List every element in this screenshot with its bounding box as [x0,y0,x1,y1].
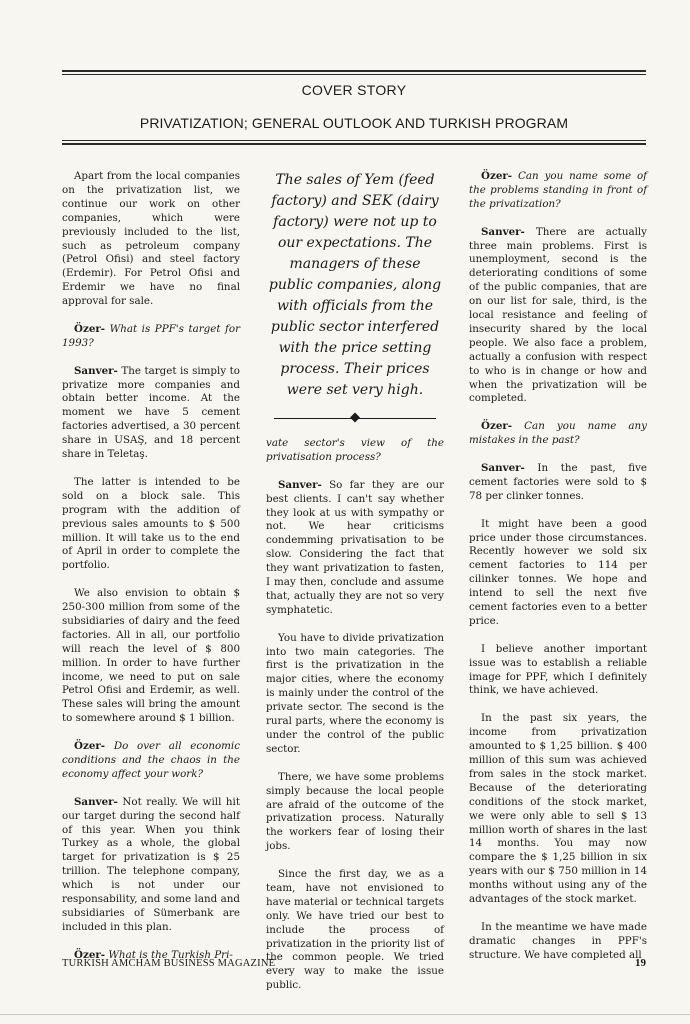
article-column-2 [266,170,444,1007]
pull-quote: The sales of Yem (feed factory) and SEK (dairy factory) were not up to our expectations. The managers of these public companies, along with officials from the public sector interfered with the price setting process. Their prices were set very high. [268,172,442,398]
article-headline: PRIVATIZATION; GENERAL OUTLOOK AND TURKISH PROGRAM [139,115,569,131]
paragraph-text: Since the first day, we as a team, have not envisioned to have material or technical targets only. We have tried our best to include the process of privatization in the priority list of the common people. We tried every way to make the issue public. [266,868,444,992]
article-column-1 [62,170,240,976]
paragraph-text: What is PPF's target for 1993? [62,322,240,349]
speaker-name: Özer- [481,170,513,182]
paragraph-text: Not really. We will hit our target during the second half of this year. When you think Turkey as a whole, the global target for privatization is $ 25 trillion. The telephone company, which is not under our responsability, and some land and subsidiaries of Sümerbank are included in this plan. [62,795,240,933]
headline-rule [62,143,646,145]
paragraph-text: The target is simply to privatize more companies and obtain better income. At the moment we have 5 cement factories advertised, a 30 percent share in USAŞ, and 18 percent share in Teletaş. [62,364,240,461]
body-paragraph [62,476,240,573]
interview-question [266,437,444,465]
paragraph-text: There, we have some problems simply because the local people are afraid of the outcome of the privatization process. Naturally the workers fear of losing their jobs. [266,770,444,853]
body-paragraph [62,170,240,309]
paragraph-text: So far they are our best clients. I can't say whether they look at us with sympathy or not. We hear criticisms condemming privatisation to be slow. Considering the fact that they want privatization to fasten, I may then, conclude and assume that, actually they are not so very symphatetic. [266,478,444,616]
column-2-body [266,437,444,993]
body-paragraph [469,518,647,629]
magazine-footer: TURKISH AMCHAM BUSINESS MAGAZINE [62,958,276,969]
top-rule [62,70,646,72]
speaker-name: Sanver- [74,795,118,808]
article-column-3 [469,170,647,976]
body-paragraph [266,771,444,854]
interview-answer [469,226,647,407]
section-label: COVER STORY [301,82,407,98]
paragraph-text: What is the Turkish Pri- [105,948,233,961]
speaker-name: Özer- [74,740,106,753]
paragraph-text: vate sector's view of the privatisation process? [266,437,444,463]
pull-quote-divider [274,411,436,427]
speaker-name: Özer- [74,948,106,961]
paragraph-text: It might have been a good price under those circumstances. Recently however we sold six cement factories to 114 per cilinker tonnes. We hope and intend to sell the next five cement factories even to a better price. [469,517,647,627]
page-number: 19 [635,957,646,969]
interview-question [469,170,647,212]
interview-answer [62,365,240,462]
headline-rule-thin [62,140,646,141]
paragraph-text: We also envision to obtain $ 250-300 million from some of the subsidiaries of dairy and the feed factories. All in all, our portfolio will reach the level of $ 800 million. In order to have further income, we need to put on sale Petrol Ofisi and Erdemir, as well. These sales will bring the amount to somewhere around $ 1 billion. [62,587,240,725]
paragraph-text: There are actually three main problems. First is unemployment, second is the deteriorating conditions of some of the public companies, that are on our list for sale, third, is the local resistance and feeling of insecurity shared by the local people. We also face a problem, actually a confusion with respect to who is in change or how and when the privatization will be completed. [469,225,647,405]
paragraph-text: The latter is intended to be sold on a block sale. This program with the addition of previous sales amounts to $ 500 million. It will take us to the end of April in order to complete the portfolio. [62,475,240,572]
speaker-name: Sanver- [278,478,322,491]
paragraph-text: In the past six years, the income from privatization amounted to $ 1,25 billion. $ 400 million of this sum was achieved from sales in the stock market. Because of the deteriorating conditions of the stock market, we were only able to sell $ 13 million worth of shares in the last 14 months. You may now compare the $ 1,25 billion in six years with our $ 750 million in 14 months without using any of the advantages of the stock market. [469,712,647,906]
speaker-name: Özer- [74,322,106,335]
paragraph-text: Can you name any mistakes in the past? [469,420,647,447]
top-rule-thin [62,74,646,75]
page-edge-line [0,1014,690,1015]
paragraph-text: Do over all economic conditions and the chaos in the economy affect your work? [62,740,240,780]
paragraph-text: In the meantime we have made dramatic changes in PPF's structure. We have completed all [469,920,647,961]
body-paragraph [469,712,647,907]
interview-answer [62,796,240,935]
interview-question [62,323,240,351]
paragraph-text: You have to divide privatization into two main categories. The first is the privatization in the major cities, where the economy is mainly under the control of the private sector. The second is the rural parts, where the economy is under the control of the public sector. [266,631,444,755]
interview-question [62,740,240,782]
speaker-name: Sanver- [481,225,525,238]
interview-answer [469,462,647,504]
interview-question [469,420,647,448]
paragraph-text: Apart from the local companies on the privatization list, we continue our work on other companies, which were previously included to the list, such as petroleum company (Petrol Ofisi) and steel factory (Erdemir). For Petrol Ofisi and Erdemir we have no final approval for sale. [62,170,240,308]
body-paragraph [266,868,444,993]
speaker-name: Özer- [481,420,513,433]
diamond-ornament-icon [350,413,360,423]
body-paragraph [266,632,444,757]
body-paragraph [62,587,240,726]
paragraph-text: In the past, five cement factories were sold to $ 78 per clinker tonnes. [469,461,647,502]
speaker-name: Sanver- [481,461,525,474]
speaker-name: Sanver- [74,364,118,377]
body-paragraph [469,643,647,699]
paragraph-text: I believe another important issue was to establish a reliable image for PPF, which I definitely think, we have achieved. [469,642,647,697]
interview-answer [266,479,444,618]
paragraph-text: Can you name some of the problems standing in front of the privatization? [469,170,647,210]
